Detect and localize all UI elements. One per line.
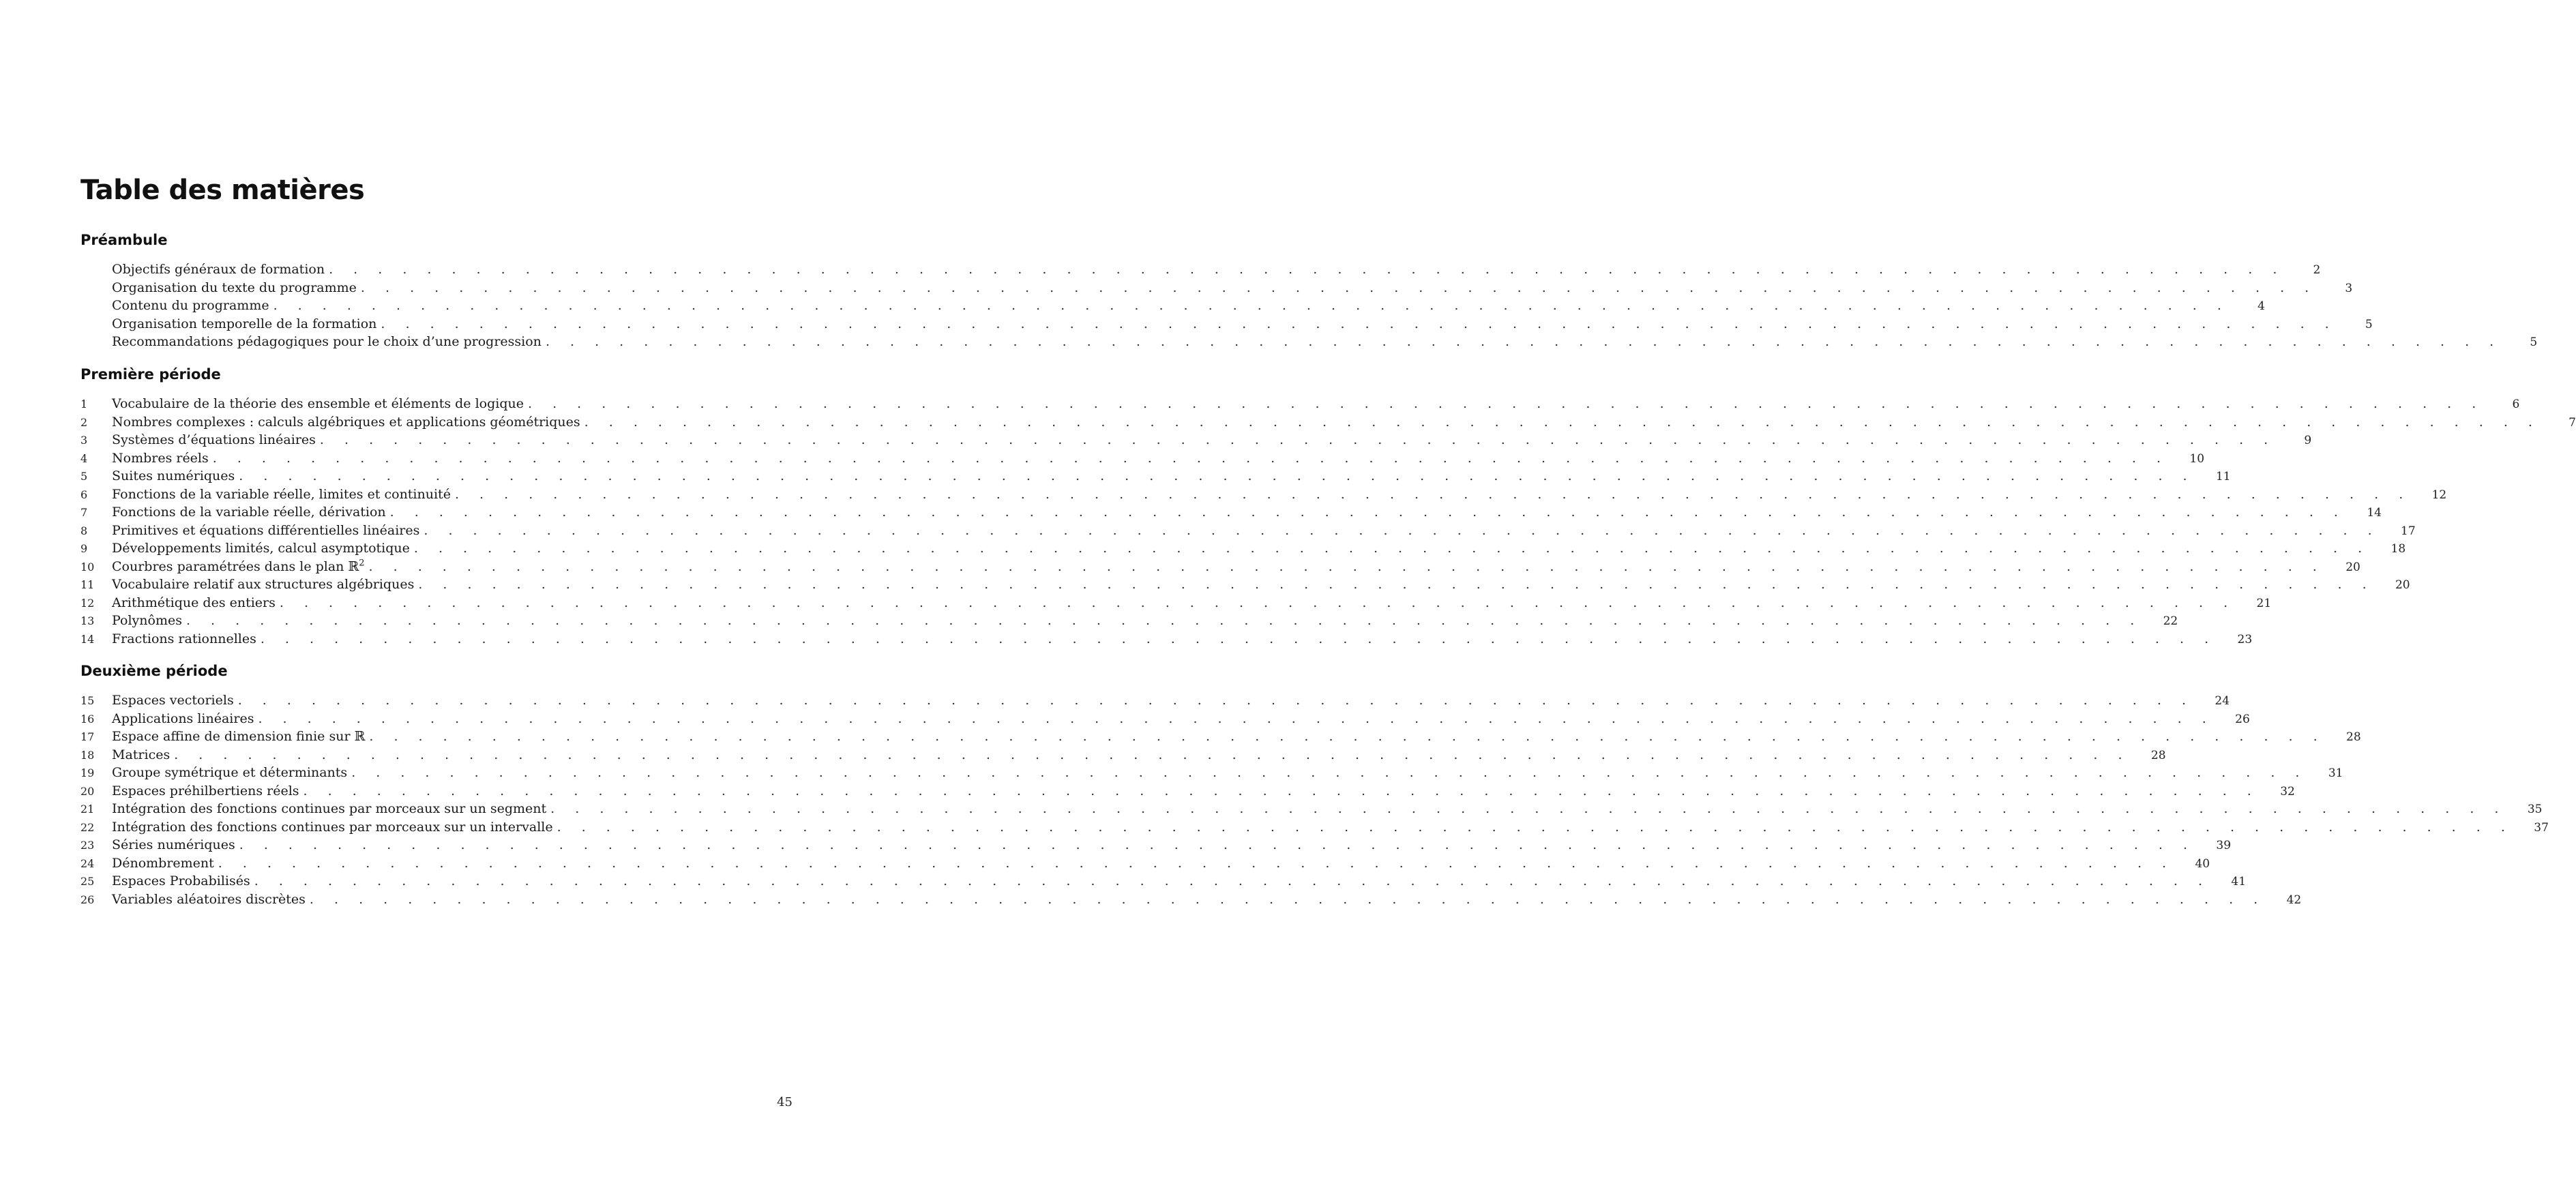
entry-label bbox=[112, 691, 238, 711]
toc-entry[interactable] bbox=[80, 727, 2361, 747]
entry-page-number: 32 bbox=[2280, 784, 2295, 798]
entry-label bbox=[112, 260, 329, 280]
entry-label-text: Nombres réels bbox=[112, 450, 209, 466]
entry-label bbox=[112, 890, 310, 910]
dot-leader: . . . . . . . . . . . . . . . . . . . . . . . . . . . . . . . . . . . . . . . . . . . . . . . . . . . . . . . . . . . . . . . . . . . . . . . . . . . . . . . . bbox=[527, 396, 2485, 411]
entry-label bbox=[112, 575, 418, 595]
entry-label bbox=[112, 818, 557, 837]
toc-entry[interactable] bbox=[80, 296, 2265, 316]
toc-entry[interactable] bbox=[80, 575, 2410, 595]
toc-entry[interactable] bbox=[80, 314, 2373, 334]
entry-label bbox=[112, 539, 414, 558]
entry-label-text: Fonctions de la variable réelle, limites et continuité bbox=[112, 486, 451, 502]
entry-label-text: Arithmétique des entiers bbox=[112, 595, 276, 610]
entry-label bbox=[112, 745, 174, 765]
dot-leader: . . . . . . . . . . . . . . . . . . . . . . . . . . . . . . . . . . . . . . . . . . . . . . . . . . . . . . . . . . . . . . . . . . . . . . . . . . . . . . . . bbox=[584, 414, 2541, 430]
entry-label-text: Espace affine de dimension finie sur ℝ bbox=[112, 729, 366, 744]
dot-leader: . . . . . . . . . . . . . . . . . . . . . . . . . . . . . . . . . . . . . . . . . . . . . . . . . . . . . . . . . . . . . . . . . . . . . . . . . . . . . . . . bbox=[351, 765, 2308, 780]
chapter-number: 9 bbox=[80, 542, 88, 555]
entry-page-number: 24 bbox=[2215, 694, 2230, 708]
entry-label-text: Systèmes d’équations linéaires bbox=[112, 432, 316, 447]
entry-page-number: 18 bbox=[2390, 542, 2406, 556]
toc-entry[interactable] bbox=[80, 278, 2353, 298]
entry-page-number: 9 bbox=[2304, 434, 2312, 447]
dot-leader: . . . . . . . . . . . . . . . . . . . . . . . . . . . . . . . . . . . . . . . . . . . . . . . . . . . . . . . . . . . . . . . . . . . . . . . . . . . . . . . . bbox=[424, 522, 2380, 538]
dot-leader: . . . . . . . . . . . . . . . . . . . . . . . . . . . . . . . . . . . . . . . . . . . . . . . . . . . . . . . . . . . . . . . . . . . . . . . . . . . . . . . . bbox=[418, 577, 2375, 592]
entry-page-number: 39 bbox=[2216, 839, 2232, 852]
entry-page-number: 6 bbox=[2512, 398, 2520, 411]
toc-entry[interactable] bbox=[80, 763, 2343, 783]
toc-entry[interactable] bbox=[80, 709, 2250, 729]
entry-label bbox=[112, 296, 273, 316]
entry-label-text: Fonctions de la variable réelle, dérivation bbox=[112, 505, 386, 520]
chapter-number: 11 bbox=[80, 578, 95, 591]
entry-page-number: 4 bbox=[2257, 299, 2265, 313]
entry-label bbox=[112, 557, 369, 577]
chapter-number: 2 bbox=[80, 415, 88, 429]
toc-entry[interactable] bbox=[80, 466, 2231, 486]
toc-entry[interactable] bbox=[80, 593, 2272, 613]
dot-leader: . . . . . . . . . . . . . . . . . . . . . . . . . . . . . . . . . . . . . . . . . . . . . . . . . . . . . . . . . . . . . . . . . . . . . . . . . . . . . . . . bbox=[557, 819, 2513, 835]
toc-entry[interactable] bbox=[80, 871, 2247, 891]
toc-entry[interactable] bbox=[80, 521, 2416, 541]
chapter-number: 25 bbox=[80, 875, 95, 888]
chapter-number: 1 bbox=[80, 398, 88, 410]
dot-leader: . . . . . . . . . . . . . . . . . . . . . . . . . . . . . . . . . . . . . . . . . . . . . . . . . . . . . . . . . . . . . . . . . . . . . . . . . . . . . . . . bbox=[319, 432, 2277, 447]
toc-entry[interactable] bbox=[80, 260, 2321, 280]
dot-leader: . . . . . . . . . . . . . . . . . . . . . . . . . . . . . . . . . . . . . . . . . . . . . . . . . . . . . . . . . . . . . . . . . . . . . . . . . . . . . . . . bbox=[239, 468, 2195, 483]
dot-leader: . . . . . . . . . . . . . . . . . . . . . . . . . . . . . . . . . . . . . . . . . . . . . . . . . . . . . . . . . . . . . . . . . . . . . . . . . . . . . . . . bbox=[413, 541, 2371, 556]
entry-page-number: 10 bbox=[2189, 451, 2205, 466]
entry-label-text: Primitives et équations différentielles linéaires bbox=[112, 522, 420, 538]
page-title: Table des matières bbox=[80, 175, 365, 206]
entry-label bbox=[112, 781, 304, 801]
entry-label bbox=[112, 799, 550, 819]
entry-label bbox=[112, 611, 186, 631]
toc-entry[interactable] bbox=[80, 449, 2205, 468]
entry-label-text: Variables aléatoires discrètes bbox=[112, 891, 306, 907]
chapter-number: 23 bbox=[80, 839, 95, 852]
entry-label-text: Vocabulaire relatif aux structures algébriques bbox=[112, 577, 415, 592]
entry-label bbox=[112, 709, 258, 729]
entry-label bbox=[112, 430, 320, 450]
chapter-number: 24 bbox=[80, 856, 95, 870]
entry-page-number: 20 bbox=[2395, 578, 2410, 592]
chapter-number: 17 bbox=[80, 730, 95, 743]
entry-label-text: Objectifs généraux de formation bbox=[112, 262, 325, 277]
entry-label-text: Courbres paramétrées dans le plan ℝ bbox=[112, 558, 359, 574]
toc-entry[interactable] bbox=[80, 745, 2166, 765]
entry-label bbox=[112, 278, 361, 298]
toc-entry[interactable] bbox=[80, 557, 2360, 577]
chapter-number: 8 bbox=[80, 524, 88, 537]
entry-label-text: Organisation du texte du programme bbox=[112, 280, 357, 295]
dot-leader: . . . . . . . . . . . . . . . . . . . . . . . . . . . . . . . . . . . . . . . . . . . . . . . . . . . . . . . . . . . . . . . . . . . . . . . . . . . . . . . . bbox=[368, 558, 2325, 574]
entry-page-number: 22 bbox=[2163, 614, 2178, 628]
entry-label-text: Espaces Probabilisés bbox=[112, 873, 250, 888]
entry-page-number: 2 bbox=[2313, 263, 2321, 277]
toc-entry[interactable] bbox=[80, 835, 2232, 855]
toc-entry[interactable] bbox=[80, 413, 2576, 432]
chapter-number: 13 bbox=[80, 614, 95, 627]
entry-label bbox=[112, 727, 369, 747]
chapter-number: 10 bbox=[80, 560, 95, 573]
entry-label bbox=[112, 593, 280, 613]
dot-leader: . . . . . . . . . . . . . . . . . . . . . . . . . . . . . . . . . . . . . . . . . . . . . . . . . . . . . . . . . . . . . . . . . . . . . . . . . . . . . . . . bbox=[254, 873, 2211, 888]
dot-leader: . . . . . . . . . . . . . . . . . . . . . . . . . . . . . . . . . . . . . . . . . . . . . . . . . . . . . . . . . . . . . . . . . . . . . . . . . . . . . . . . bbox=[273, 298, 2230, 313]
entry-page-number: 7 bbox=[2568, 415, 2576, 430]
entry-label-text: Applications linéaires bbox=[112, 711, 254, 726]
entry-label bbox=[112, 503, 390, 522]
entry-label-text: Contenu du programme bbox=[112, 298, 269, 313]
entry-label-text: Recommandations pédagogiques pour le choix d’une progression bbox=[112, 334, 542, 349]
toc-entry[interactable] bbox=[80, 854, 2210, 873]
chapter-number: 15 bbox=[80, 694, 95, 707]
dot-leader: . . . . . . . . . . . . . . . . . . . . . . . . . . . . . . . . . . . . . . . . . . . . . . . . . . . . . . . . . . . . . . . . . . . . . . . . . . . . . . . . bbox=[360, 280, 2318, 295]
entry-label bbox=[112, 871, 254, 891]
entry-page-number: 28 bbox=[2346, 730, 2361, 744]
entry-label bbox=[112, 466, 239, 486]
dot-leader: . . . . . . . . . . . . . . . . . . . . . . . . . . . . . . . . . . . . . . . . . . . . . . . . . . . . . . . . . . . . . . . . . . . . . . . . . . . . . . . . bbox=[260, 631, 2217, 646]
entry-label bbox=[112, 629, 261, 649]
entry-page-number: 35 bbox=[2527, 803, 2543, 816]
dot-leader: . . . . . . . . . . . . . . . . . . . . . . . . . . . . . . . . . . . . . . . . . . . . . . . . . . . . . . . . . . . . . . . . . . . . . . . . . . . . . . . . bbox=[550, 801, 2507, 816]
chapter-number: 16 bbox=[80, 712, 95, 726]
entry-label-text: Organisation temporelle de la formation bbox=[112, 316, 377, 331]
dot-leader: . . . . . . . . . . . . . . . . . . . . . . . . . . . . . . . . . . . . . . . . . . . . . . . . . . . . . . . . . . . . . . . . . . . . . . . . . . . . . . . . bbox=[174, 747, 2131, 762]
toc-entry[interactable] bbox=[80, 611, 2178, 631]
entry-label bbox=[112, 413, 584, 432]
entry-label bbox=[112, 314, 381, 334]
dot-leader: . . . . . . . . . . . . . . . . . . . . . . . . . . . . . . . . . . . . . . . . . . . . . . . . . . . . . . . . . . . . . . . . . . . . . . . . . . . . . . . . bbox=[389, 505, 2346, 520]
entry-label bbox=[112, 485, 455, 505]
chapter-number: 4 bbox=[80, 451, 88, 465]
superscript: 2 bbox=[359, 558, 365, 569]
entry-label-text: Matrices bbox=[112, 747, 171, 762]
entry-label-text: Nombres complexes : calculs algébriques et applications géométriques bbox=[112, 414, 580, 430]
entry-label-text: Fractions rationnelles bbox=[112, 631, 256, 646]
dot-leader: . . . . . . . . . . . . . . . . . . . . . . . . . . . . . . . . . . . . . . . . . . . . . . . . . . . . . . . . . . . . . . . . . . . . . . . . . . . . . . . . bbox=[381, 316, 2337, 331]
dot-leader: . . . . . . . . . . . . . . . . . . . . . . . . . . . . . . . . . . . . . . . . . . . . . . . . . . . . . . . . . . . . . . . . . . . . . . . . . . . . . . . . bbox=[212, 450, 2170, 466]
entry-page-number: 14 bbox=[2367, 506, 2382, 520]
entry-label bbox=[112, 835, 239, 855]
dot-leader: . . . . . . . . . . . . . . . . . . . . . . . . . . . . . . . . . . . . . . . . . . . . . . . . . . . . . . . . . . . . . . . . . . . . . . . . . . . . . . . . bbox=[237, 693, 2195, 708]
entry-page-number: 31 bbox=[2328, 766, 2343, 780]
entry-page-number: 11 bbox=[2215, 470, 2231, 483]
chapter-number: 26 bbox=[80, 893, 95, 906]
entry-label-text: Polynômes bbox=[112, 613, 182, 628]
dot-leader: . . . . . . . . . . . . . . . . . . . . . . . . . . . . . . . . . . . . . . . . . . . . . . . . . . . . . . . . . . . . . . . . . . . . . . . . . . . . . . . . bbox=[218, 855, 2175, 871]
entry-page-number: 5 bbox=[2530, 335, 2538, 349]
toc-entry[interactable] bbox=[80, 799, 2543, 819]
entry-page-number: 12 bbox=[2431, 488, 2447, 502]
toc-entry[interactable] bbox=[80, 691, 2230, 711]
entry-label-text: Vocabulaire de la théorie des ensemble et éléments de logique bbox=[112, 396, 524, 411]
entry-label bbox=[112, 854, 218, 873]
dot-leader: . . . . . . . . . . . . . . . . . . . . . . . . . . . . . . . . . . . . . . . . . . . . . . . . . . . . . . . . . . . . . . . . . . . . . . . . . . . . . . . . bbox=[329, 262, 2285, 277]
dot-leader: . . . . . . . . . . . . . . . . . . . . . . . . . . . . . . . . . . . . . . . . . . . . . . . . . . . . . . . . . . . . . . . . . . . . . . . . . . . . . . . . bbox=[279, 595, 2236, 610]
entry-page-number: 28 bbox=[2150, 748, 2166, 762]
dot-leader: . . . . . . . . . . . . . . . . . . . . . . . . . . . . . . . . . . . . . . . . . . . . . . . . . . . . . . . . . . . . . . . . . . . . . . . . . . . . . . . . bbox=[369, 729, 2326, 744]
entry-page-number: 5 bbox=[2365, 317, 2373, 331]
chapter-number: 21 bbox=[80, 803, 95, 816]
entry-page-number: 42 bbox=[2286, 893, 2302, 907]
dot-leader: . . . . . . . . . . . . . . . . . . . . . . . . . . . . . . . . . . . . . . . . . . . . . . . . . . . . . . . . . . . . . . . . . . . . . . . . . . . . . . . . bbox=[309, 891, 2266, 907]
entry-label-text: Espaces vectoriels bbox=[112, 693, 234, 708]
toc-entry[interactable] bbox=[80, 430, 2312, 450]
entry-label bbox=[112, 394, 528, 414]
toc-entry[interactable] bbox=[80, 890, 2302, 910]
entry-label-text: Dénombrement bbox=[112, 855, 214, 871]
toc-entry[interactable] bbox=[80, 539, 2406, 558]
entry-label-text: Groupe symétrique et déterminants bbox=[112, 765, 348, 780]
chapter-number: 3 bbox=[80, 434, 88, 447]
section-title: Préambule bbox=[80, 232, 168, 248]
entry-page-number: 3 bbox=[2345, 281, 2353, 295]
entry-page-number: 26 bbox=[2235, 712, 2250, 726]
chapter-number: 18 bbox=[80, 748, 95, 762]
section-title: Première période bbox=[80, 366, 221, 383]
chapter-number: 6 bbox=[80, 488, 88, 501]
entry-label-text: Espaces préhilbertiens réels bbox=[112, 783, 299, 798]
entry-label-text: Développements limités, calcul asymptotique bbox=[112, 541, 410, 556]
toc-entry[interactable] bbox=[80, 485, 2447, 505]
chapter-number: 19 bbox=[80, 766, 95, 779]
entry-label-text: Intégration des fonctions continues par morceaux sur un segment bbox=[112, 801, 547, 816]
entry-page-number: 37 bbox=[2534, 820, 2549, 835]
entry-page-number: 21 bbox=[2256, 596, 2272, 610]
chapter-number: 7 bbox=[80, 506, 88, 519]
chapter-number: 12 bbox=[80, 596, 95, 610]
entry-label-text: Séries numériques bbox=[112, 837, 235, 852]
entry-label bbox=[112, 332, 546, 352]
toc-entry[interactable] bbox=[80, 332, 2538, 352]
dot-leader: . . . . . . . . . . . . . . . . . . . . . . . . . . . . . . . . . . . . . . . . . . . . . . . . . . . . . . . . . . . . . . . . . . . . . . . . . . . . . . . . bbox=[454, 486, 2412, 502]
entry-page-number: 41 bbox=[2231, 875, 2247, 888]
chapter-number: 20 bbox=[80, 784, 95, 798]
entry-label bbox=[112, 763, 351, 783]
entry-page-number: 17 bbox=[2401, 524, 2416, 538]
toc-entry[interactable] bbox=[80, 781, 2295, 801]
toc-entry[interactable] bbox=[80, 629, 2253, 649]
chapter-number: 5 bbox=[80, 470, 88, 483]
entry-page-number: 23 bbox=[2237, 632, 2253, 646]
entry-label-text: Intégration des fonctions continues par morceaux sur un intervalle bbox=[112, 819, 553, 835]
page-number: 45 bbox=[777, 1095, 793, 1109]
entry-label-text: Suites numériques bbox=[112, 468, 235, 483]
dot-leader: . . . . . . . . . . . . . . . . . . . . . . . . . . . . . . . . . . . . . . . . . . . . . . . . . . . . . . . . . . . . . . . . . . . . . . . . . . . . . . . . bbox=[258, 711, 2215, 726]
dot-leader: . . . . . . . . . . . . . . . . . . . . . . . . . . . . . . . . . . . . . . . . . . . . . . . . . . . . . . . . . . . . . . . . . . . . . . . . . . . . . . . . bbox=[545, 334, 2502, 349]
entry-page-number: 20 bbox=[2345, 560, 2360, 574]
toc-entry[interactable] bbox=[80, 503, 2382, 522]
entry-page-number: 40 bbox=[2195, 856, 2210, 871]
toc-entry[interactable] bbox=[80, 394, 2520, 414]
dot-leader: . . . . . . . . . . . . . . . . . . . . . . . . . . . . . . . . . . . . . . . . . . . . . . . . . . . . . . . . . . . . . . . . . . . . . . . . . . . . . . . . bbox=[186, 613, 2143, 628]
section-title: Deuxième période bbox=[80, 663, 228, 679]
dot-leader: . . . . . . . . . . . . . . . . . . . . . . . . . . . . . . . . . . . . . . . . . . . . . . . . . . . . . . . . . . . . . . . . . . . . . . . . . . . . . . . . bbox=[239, 837, 2196, 852]
entry-label bbox=[112, 449, 213, 468]
chapter-number: 14 bbox=[80, 632, 95, 646]
chapter-number: 22 bbox=[80, 820, 95, 834]
toc-entry[interactable] bbox=[80, 818, 2549, 837]
dot-leader: . . . . . . . . . . . . . . . . . . . . . . . . . . . . . . . . . . . . . . . . . . . . . . . . . . . . . . . . . . . . . . . . . . . . . . . . . . . . . . . . bbox=[303, 783, 2260, 798]
entry-label bbox=[112, 521, 424, 541]
